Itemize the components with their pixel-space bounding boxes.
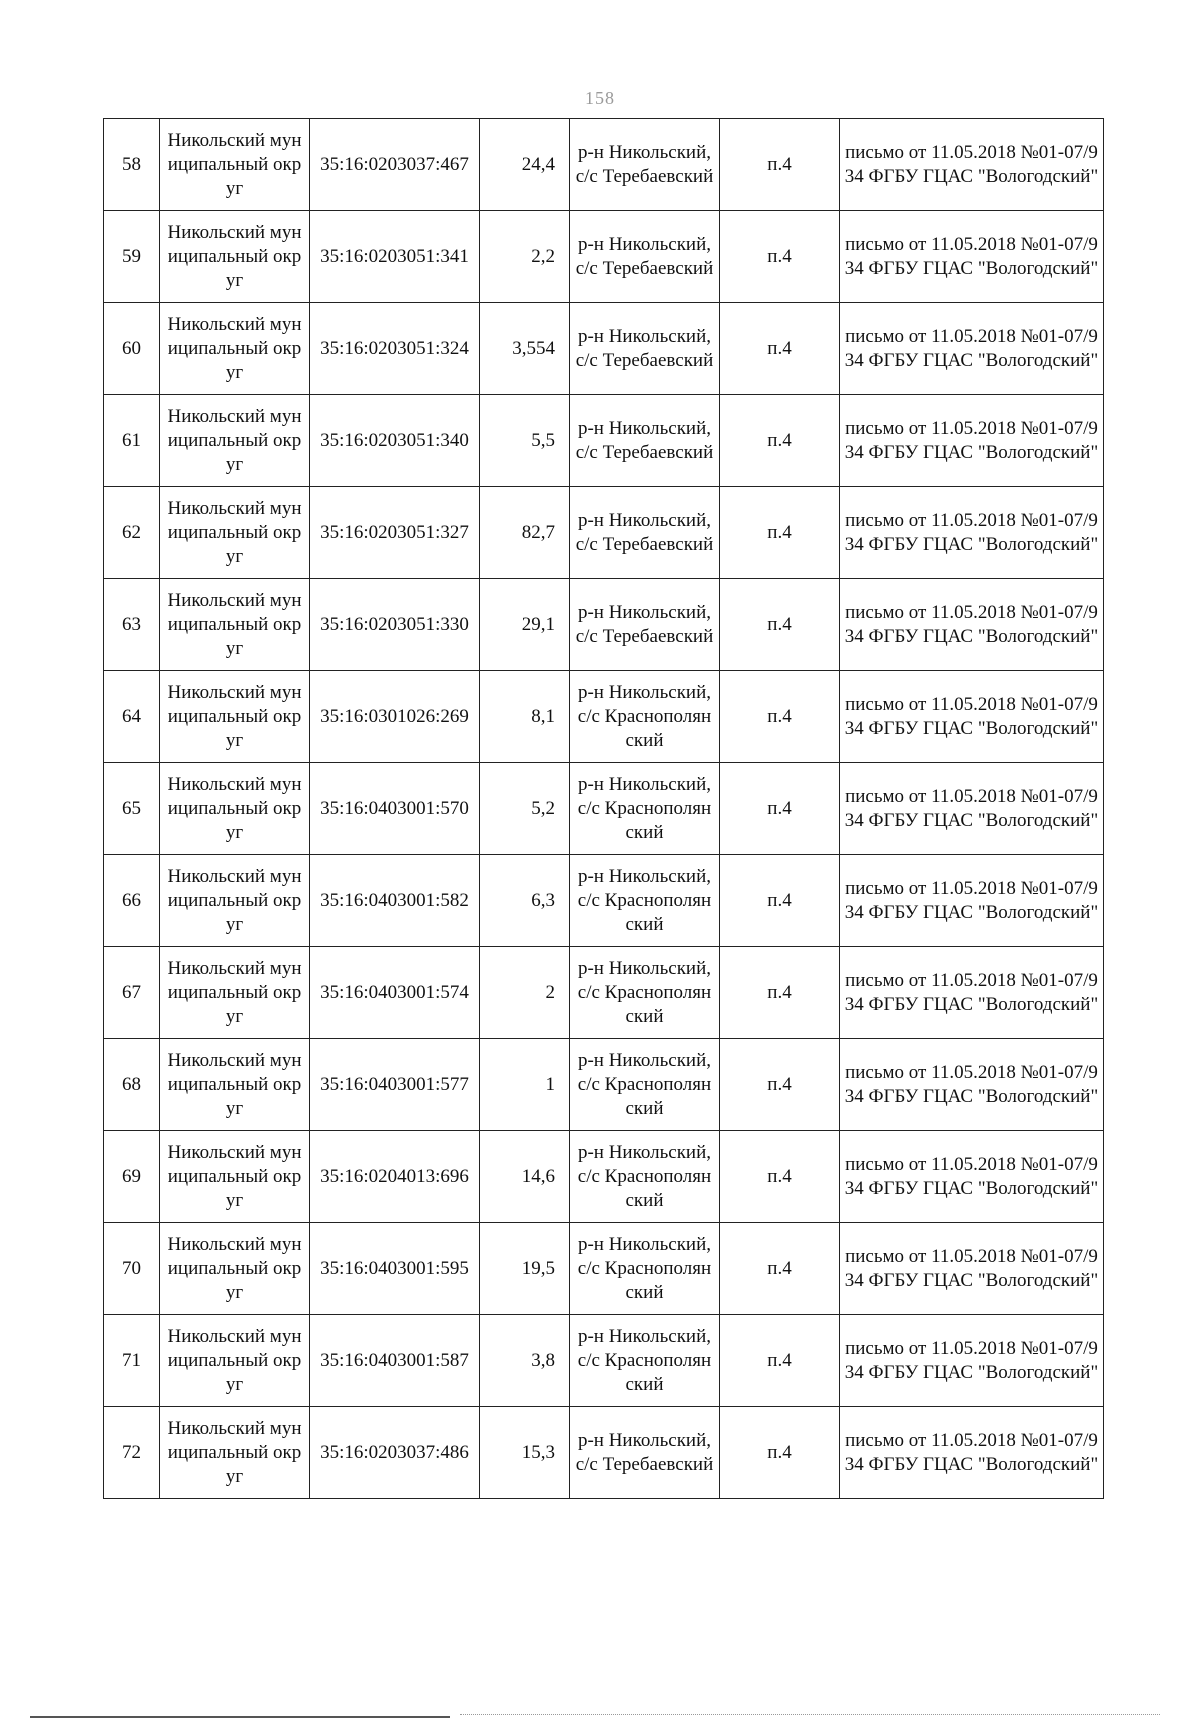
table-row: [104, 487, 1104, 579]
cell-okrug: Никольский муниципальный округ: [160, 579, 310, 671]
cell-location: р-н Никольский, с/с Краснополянский: [570, 1039, 720, 1131]
cell-basis: письмо от 11.05.2018 №01-07/934 ФГБУ ГЦАС "Вологодский": [840, 671, 1104, 763]
cell-basis: письмо от 11.05.2018 №01-07/934 ФГБУ ГЦАС "Вологодский": [840, 119, 1104, 211]
cell-punkt: п.4: [720, 395, 840, 487]
cell-location: р-н Никольский, с/с Теребаевский: [570, 119, 720, 211]
cell-okrug: Никольский муниципальный округ: [160, 487, 310, 579]
cell-kadastr: 35:16:0203037:467: [310, 119, 480, 211]
cell-punkt: п.4: [720, 1039, 840, 1131]
cell-area: 5,2: [480, 763, 570, 855]
cell-kadastr: 35:16:0403001:587: [310, 1315, 480, 1407]
table-body: [104, 119, 1104, 1499]
cell-area: 2: [480, 947, 570, 1039]
cell-basis: письмо от 11.05.2018 №01-07/934 ФГБУ ГЦАС "Вологодский": [840, 579, 1104, 671]
cell-kadastr: 35:16:0301026:269: [310, 671, 480, 763]
cell-basis: письмо от 11.05.2018 №01-07/934 ФГБУ ГЦАС "Вологодский": [840, 763, 1104, 855]
cell-okrug: Никольский муниципальный округ: [160, 1039, 310, 1131]
cell-punkt: п.4: [720, 947, 840, 1039]
cell-kadastr: 35:16:0203051:324: [310, 303, 480, 395]
cell-punkt: п.4: [720, 1131, 840, 1223]
cell-number: 59: [104, 211, 160, 303]
cell-location: р-н Никольский, с/с Краснополянский: [570, 1315, 720, 1407]
cell-area: 82,7: [480, 487, 570, 579]
cell-area: 2,2: [480, 211, 570, 303]
scan-edge-smudge: [460, 1714, 1160, 1715]
cell-okrug: Никольский муниципальный округ: [160, 1223, 310, 1315]
cell-okrug: Никольский муниципальный округ: [160, 1407, 310, 1499]
cell-punkt: п.4: [720, 303, 840, 395]
cell-okrug: Никольский муниципальный округ: [160, 1315, 310, 1407]
cell-area: 8,1: [480, 671, 570, 763]
table-row: [104, 303, 1104, 395]
cell-location: р-н Никольский, с/с Краснополянский: [570, 671, 720, 763]
table-row: [104, 119, 1104, 211]
cell-location: р-н Никольский, с/с Краснополянский: [570, 947, 720, 1039]
table-row: [104, 1131, 1104, 1223]
cell-basis: письмо от 11.05.2018 №01-07/934 ФГБУ ГЦАС "Вологодский": [840, 1039, 1104, 1131]
cell-punkt: п.4: [720, 1407, 840, 1499]
cell-area: 15,3: [480, 1407, 570, 1499]
cell-punkt: п.4: [720, 211, 840, 303]
table-row: [104, 1039, 1104, 1131]
cell-okrug: Никольский муниципальный округ: [160, 947, 310, 1039]
table-row: [104, 1223, 1104, 1315]
cell-basis: письмо от 11.05.2018 №01-07/934 ФГБУ ГЦАС "Вологодский": [840, 1407, 1104, 1499]
cell-basis: письмо от 11.05.2018 №01-07/934 ФГБУ ГЦАС "Вологодский": [840, 1315, 1104, 1407]
cell-kadastr: 35:16:0204013:696: [310, 1131, 480, 1223]
cell-number: 72: [104, 1407, 160, 1499]
cell-location: р-н Никольский, с/с Теребаевский: [570, 1407, 720, 1499]
cell-number: 70: [104, 1223, 160, 1315]
cell-location: р-н Никольский, с/с Теребаевский: [570, 303, 720, 395]
cell-area: 6,3: [480, 855, 570, 947]
cell-area: 24,4: [480, 119, 570, 211]
cell-kadastr: 35:16:0403001:574: [310, 947, 480, 1039]
cell-location: р-н Никольский, с/с Теребаевский: [570, 579, 720, 671]
cell-kadastr: 35:16:0403001:582: [310, 855, 480, 947]
cell-basis: письмо от 11.05.2018 №01-07/934 ФГБУ ГЦАС "Вологодский": [840, 1223, 1104, 1315]
cell-number: 71: [104, 1315, 160, 1407]
cell-punkt: п.4: [720, 763, 840, 855]
cell-punkt: п.4: [720, 1315, 840, 1407]
cell-number: 60: [104, 303, 160, 395]
cell-okrug: Никольский муниципальный округ: [160, 763, 310, 855]
table-row: [104, 211, 1104, 303]
cell-kadastr: 35:16:0203051:341: [310, 211, 480, 303]
scan-edge-line: [30, 1716, 450, 1718]
cell-punkt: п.4: [720, 671, 840, 763]
table-row: [104, 1315, 1104, 1407]
cell-kadastr: 35:16:0403001:595: [310, 1223, 480, 1315]
cell-basis: письмо от 11.05.2018 №01-07/934 ФГБУ ГЦАС "Вологодский": [840, 947, 1104, 1039]
land-plots-table: [103, 118, 1104, 1499]
cell-area: 14,6: [480, 1131, 570, 1223]
page-number: 158: [585, 88, 615, 108]
table-row: [104, 947, 1104, 1039]
cell-kadastr: 35:16:0203051:330: [310, 579, 480, 671]
cell-number: 64: [104, 671, 160, 763]
cell-location: р-н Никольский, с/с Краснополянский: [570, 855, 720, 947]
cell-location: р-н Никольский, с/с Краснополянский: [570, 763, 720, 855]
cell-location: р-н Никольский, с/с Теребаевский: [570, 395, 720, 487]
cell-number: 63: [104, 579, 160, 671]
cell-punkt: п.4: [720, 487, 840, 579]
cell-basis: письмо от 11.05.2018 №01-07/934 ФГБУ ГЦАС "Вологодский": [840, 1131, 1104, 1223]
cell-okrug: Никольский муниципальный округ: [160, 303, 310, 395]
cell-okrug: Никольский муниципальный округ: [160, 119, 310, 211]
cell-punkt: п.4: [720, 579, 840, 671]
cell-area: 5,5: [480, 395, 570, 487]
cell-number: 62: [104, 487, 160, 579]
table-row: [104, 1407, 1104, 1499]
cell-basis: письмо от 11.05.2018 №01-07/934 ФГБУ ГЦАС "Вологодский": [840, 855, 1104, 947]
cell-number: 67: [104, 947, 160, 1039]
cell-okrug: Никольский муниципальный округ: [160, 671, 310, 763]
cell-basis: письмо от 11.05.2018 №01-07/934 ФГБУ ГЦАС "Вологодский": [840, 487, 1104, 579]
table-row: [104, 855, 1104, 947]
cell-okrug: Никольский муниципальный округ: [160, 395, 310, 487]
cell-location: р-н Никольский, с/с Теребаевский: [570, 487, 720, 579]
cell-area: 19,5: [480, 1223, 570, 1315]
cell-okrug: Никольский муниципальный округ: [160, 211, 310, 303]
cell-area: 3,554: [480, 303, 570, 395]
cell-okrug: Никольский муниципальный округ: [160, 855, 310, 947]
cell-number: 65: [104, 763, 160, 855]
cell-number: 61: [104, 395, 160, 487]
table-row: [104, 763, 1104, 855]
cell-number: 58: [104, 119, 160, 211]
cell-number: 69: [104, 1131, 160, 1223]
cell-number: 66: [104, 855, 160, 947]
cell-punkt: п.4: [720, 1223, 840, 1315]
table-row: [104, 579, 1104, 671]
cell-basis: письмо от 11.05.2018 №01-07/934 ФГБУ ГЦАС "Вологодский": [840, 303, 1104, 395]
cell-basis: письмо от 11.05.2018 №01-07/934 ФГБУ ГЦАС "Вологодский": [840, 395, 1104, 487]
table-row: [104, 671, 1104, 763]
cell-number: 68: [104, 1039, 160, 1131]
table-row: [104, 395, 1104, 487]
cell-location: р-н Никольский, с/с Теребаевский: [570, 211, 720, 303]
cell-area: 29,1: [480, 579, 570, 671]
cell-area: 3,8: [480, 1315, 570, 1407]
cell-basis: письмо от 11.05.2018 №01-07/934 ФГБУ ГЦАС "Вологодский": [840, 211, 1104, 303]
cell-kadastr: 35:16:0403001:577: [310, 1039, 480, 1131]
cell-okrug: Никольский муниципальный округ: [160, 1131, 310, 1223]
cell-location: р-н Никольский, с/с Краснополянский: [570, 1223, 720, 1315]
cell-punkt: п.4: [720, 119, 840, 211]
cell-kadastr: 35:16:0203037:486: [310, 1407, 480, 1499]
cell-kadastr: 35:16:0203051:340: [310, 395, 480, 487]
cell-punkt: п.4: [720, 855, 840, 947]
cell-kadastr: 35:16:0403001:570: [310, 763, 480, 855]
cell-kadastr: 35:16:0203051:327: [310, 487, 480, 579]
cell-location: р-н Никольский, с/с Краснополянский: [570, 1131, 720, 1223]
cell-area: 1: [480, 1039, 570, 1131]
